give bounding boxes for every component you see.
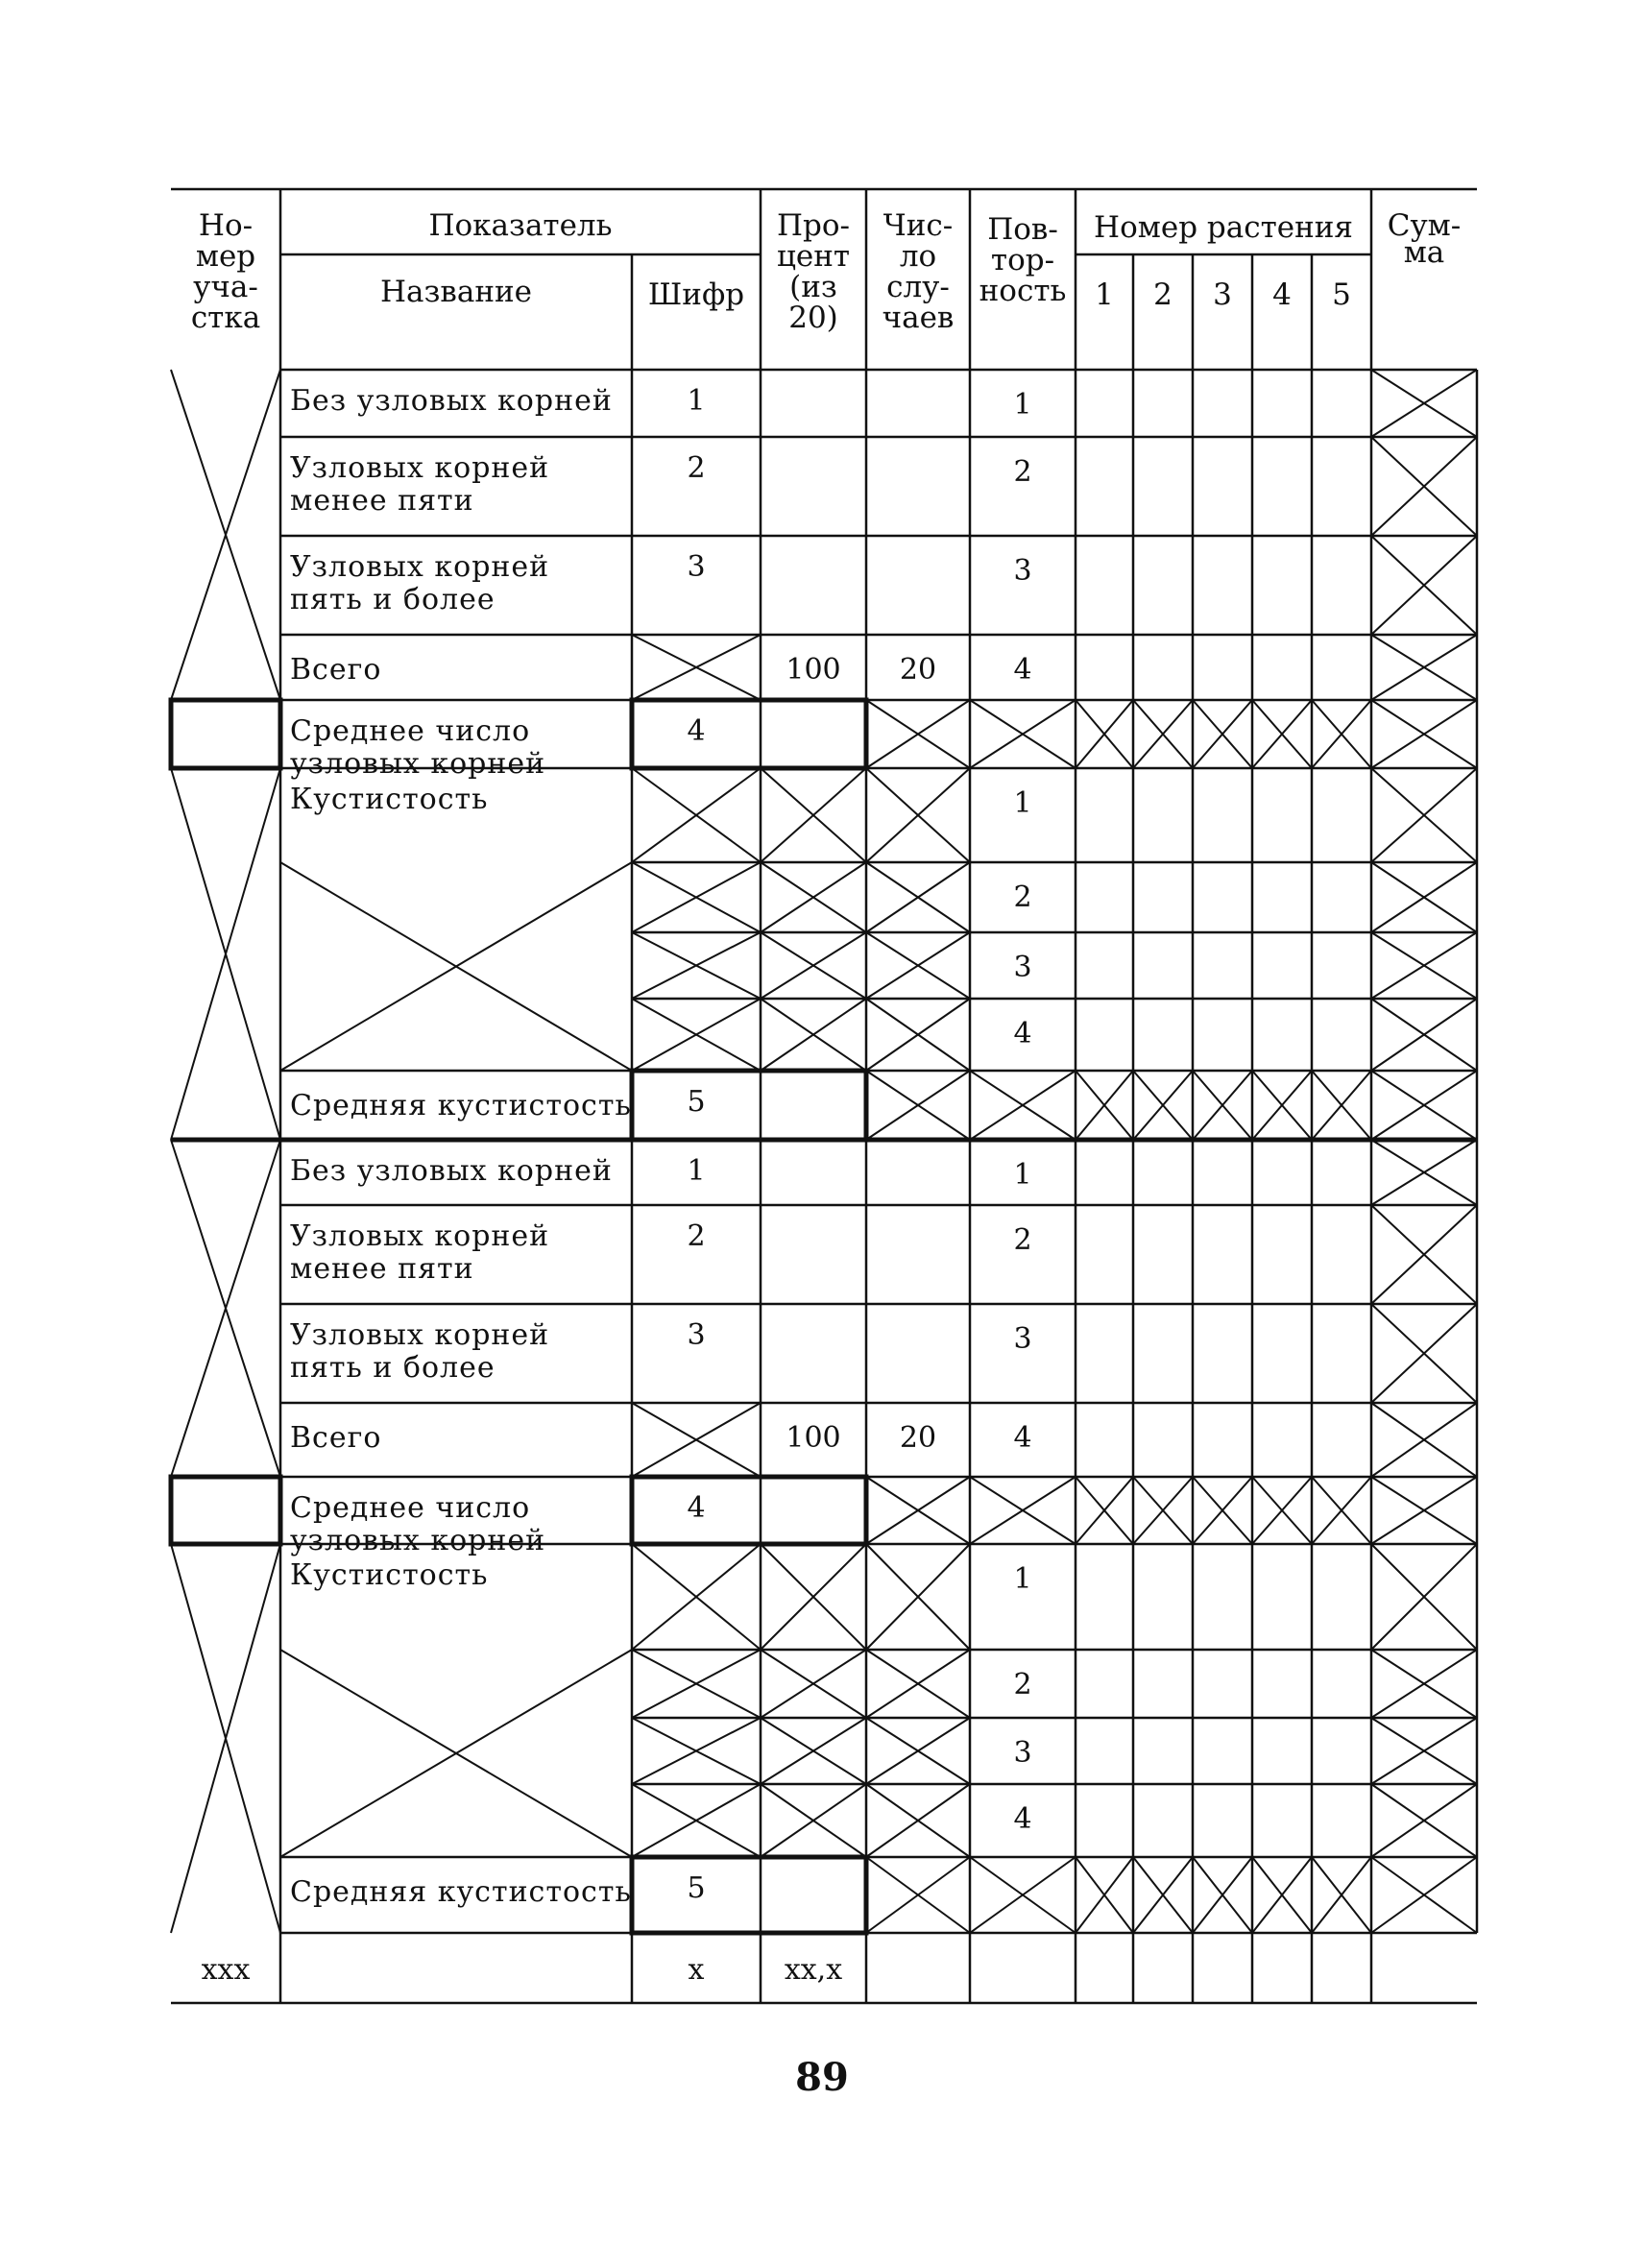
footer-code: х <box>688 1953 705 1987</box>
row-name: Среднее число <box>290 1491 531 1525</box>
header-percent: Про- <box>776 208 851 243</box>
row-percent: 100 <box>786 1421 841 1455</box>
row-code: 4 <box>687 714 706 748</box>
row-name: Средняя кустистость <box>290 1089 632 1122</box>
row-code: 5 <box>687 1871 706 1905</box>
row-name: Всего <box>290 653 382 687</box>
row-replication: 4 <box>1013 653 1032 687</box>
row-name: Среднее число <box>290 714 531 748</box>
header-sum: ма <box>1403 235 1445 270</box>
page-number: 89 <box>795 2055 849 2100</box>
header-cases: Чис- <box>882 208 954 243</box>
header-indicator: Показатель <box>428 208 613 243</box>
header-plant-col: 4 <box>1272 277 1292 312</box>
header-plant-col: 5 <box>1332 277 1351 312</box>
header-plant-col: 1 <box>1095 277 1114 312</box>
row-name: Кустистость <box>290 783 489 816</box>
row-name: Без узловых корней <box>290 1154 613 1188</box>
row-replication: 3 <box>1013 951 1032 984</box>
table-text <box>191 208 1461 1987</box>
header-replication: Пов- <box>987 212 1058 247</box>
row-replication: 1 <box>1013 388 1032 422</box>
row-name: менее пяти <box>290 484 474 518</box>
row-replication: 1 <box>1013 1562 1032 1596</box>
row-name: Узловых корней <box>290 1219 550 1253</box>
row-code: 1 <box>687 1154 706 1188</box>
header-name: Название <box>379 275 533 309</box>
mean-tillering-box <box>632 1071 866 1140</box>
row-replication: 4 <box>1013 1802 1032 1836</box>
row-name: пять и более <box>290 1351 496 1385</box>
header-code: Шифр <box>647 277 745 312</box>
header-percent: (из <box>789 270 837 304</box>
row-replication: 4 <box>1013 1017 1032 1050</box>
row-code: 3 <box>687 1318 706 1352</box>
row-name: узловых корней <box>290 1524 546 1557</box>
plot-number-box <box>171 1477 280 1544</box>
row-name: узловых корней <box>290 747 546 781</box>
plot-number-box <box>171 700 280 768</box>
mean-tillering-box <box>632 1857 866 1933</box>
header-plot-number: Но- <box>198 208 254 243</box>
row-replication: 3 <box>1013 1322 1032 1356</box>
row-name: Узловых корней <box>290 1318 550 1352</box>
row-code: 4 <box>687 1491 706 1525</box>
row-code: 5 <box>687 1085 706 1119</box>
row-name: Узловых корней <box>290 550 550 584</box>
header-cases: слу- <box>886 270 950 304</box>
header-plant-col: 3 <box>1213 277 1232 312</box>
header-percent: 20) <box>788 301 838 335</box>
header-plot-number: уча- <box>193 270 258 304</box>
row-replication: 3 <box>1013 554 1032 588</box>
row-name: менее пяти <box>290 1252 474 1286</box>
row-replication: 1 <box>1013 786 1032 820</box>
row-cases: 20 <box>899 1421 937 1455</box>
row-name: Кустистость <box>290 1558 489 1592</box>
header-replication: тор- <box>990 243 1055 277</box>
row-replication: 1 <box>1013 1158 1032 1192</box>
row-replication: 3 <box>1013 1736 1032 1770</box>
row-replication: 2 <box>1013 881 1032 914</box>
row-name: Узловых корней <box>290 451 550 485</box>
row-replication: 2 <box>1013 1223 1032 1257</box>
header-replication: ность <box>979 274 1067 308</box>
footer-plot: ххх <box>201 1953 251 1987</box>
row-code: 1 <box>687 384 706 418</box>
row-name: пять и более <box>290 583 496 616</box>
header-sum: Сум- <box>1387 208 1462 243</box>
header-plot-number: мер <box>195 239 256 274</box>
header-cases: чаев <box>882 301 955 335</box>
row-percent: 100 <box>786 653 841 687</box>
header-percent: цент <box>776 239 851 274</box>
row-name: Без узловых корней <box>290 384 613 418</box>
row-replication: 2 <box>1013 455 1032 489</box>
row-code: 3 <box>687 550 706 584</box>
row-code: 2 <box>687 1219 706 1253</box>
header-plot-number: стка <box>190 301 261 335</box>
mean-roots-box <box>632 1477 866 1544</box>
header-plant-col: 2 <box>1153 277 1173 312</box>
header-plant-number: Номер растения <box>1094 210 1353 245</box>
header-cases: ло <box>899 239 937 274</box>
row-name: Всего <box>290 1421 382 1455</box>
row-cases: 20 <box>899 653 937 687</box>
row-replication: 2 <box>1013 1668 1032 1701</box>
bold-borders <box>171 700 1477 1933</box>
row-code: 2 <box>687 451 706 485</box>
footer-percent: хх,х <box>784 1953 843 1987</box>
row-replication: 4 <box>1013 1421 1032 1455</box>
mean-roots-box <box>632 700 866 768</box>
row-name: Средняя кустистость <box>290 1875 632 1909</box>
